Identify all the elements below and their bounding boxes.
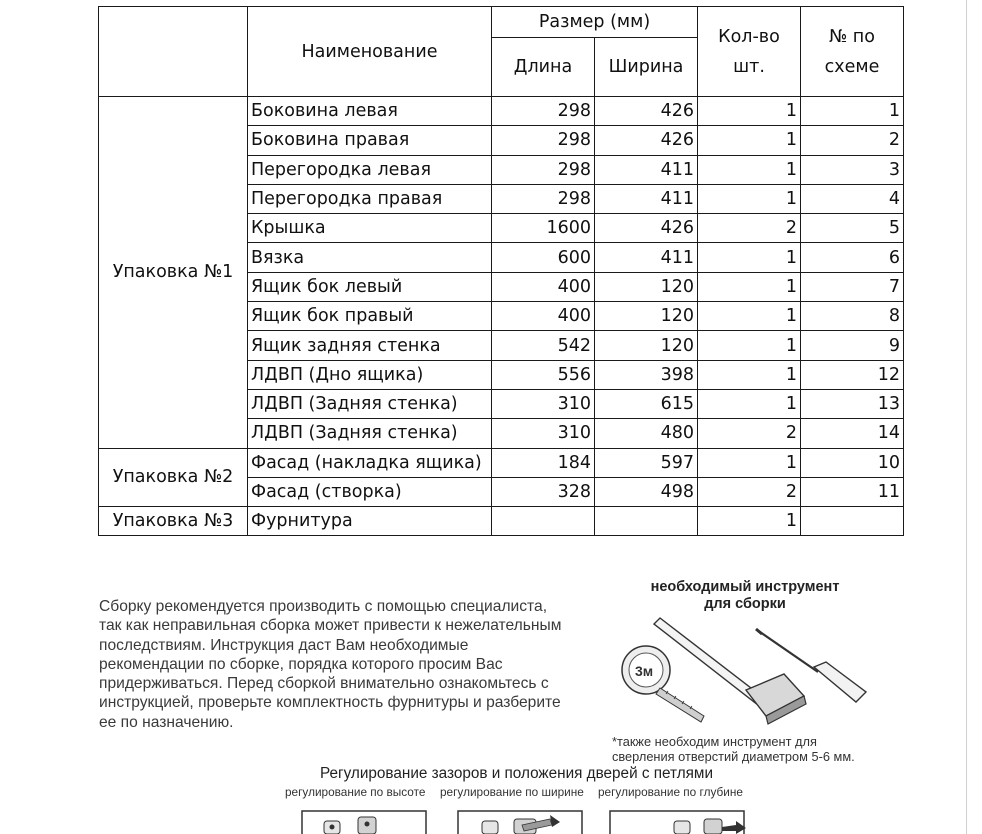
part-length: 298 bbox=[492, 126, 595, 155]
part-name: Фурнитура bbox=[248, 507, 492, 536]
header-name: Наименование bbox=[248, 7, 492, 97]
part-name: Фасад (створка) bbox=[248, 477, 492, 506]
part-length: 542 bbox=[492, 331, 595, 360]
part-width: 597 bbox=[595, 448, 698, 477]
part-scheme: 2 bbox=[801, 126, 904, 155]
package-label: Упаковка №3 bbox=[99, 507, 248, 536]
part-name: ЛДВП (Задняя стенка) bbox=[248, 419, 492, 448]
part-name: ЛДВП (Дно ящика) bbox=[248, 360, 492, 389]
header-scheme-line1: № по bbox=[829, 26, 875, 47]
part-scheme: 11 bbox=[801, 477, 904, 506]
part-qty: 1 bbox=[698, 155, 801, 184]
part-width bbox=[595, 507, 698, 536]
tools-title-line2: для сборки bbox=[704, 596, 786, 612]
part-qty: 1 bbox=[698, 97, 801, 126]
part-length: 556 bbox=[492, 360, 595, 389]
part-width: 120 bbox=[595, 272, 698, 301]
part-qty: 1 bbox=[698, 302, 801, 331]
header-qty-line2: шт. bbox=[733, 56, 765, 77]
tools-title-line1: необходимый инструмент bbox=[650, 579, 840, 595]
hinge-diagram-height bbox=[296, 803, 436, 834]
part-name: Ящик задняя стенка bbox=[248, 331, 492, 360]
header-scheme bbox=[801, 7, 904, 97]
header-length: Длина bbox=[492, 38, 595, 97]
part-scheme: 7 bbox=[801, 272, 904, 301]
part-scheme: 1 bbox=[801, 97, 904, 126]
package-label: Упаковка №2 bbox=[99, 448, 248, 507]
part-qty: 2 bbox=[698, 419, 801, 448]
part-name: Вязка bbox=[248, 243, 492, 272]
part-qty: 1 bbox=[698, 184, 801, 213]
part-name: ЛДВП (Задняя стенка) bbox=[248, 389, 492, 418]
part-length: 298 bbox=[492, 155, 595, 184]
tools-footnote-line1: *также необходим инструмент для bbox=[612, 734, 817, 749]
part-width: 398 bbox=[595, 360, 698, 389]
table-row bbox=[99, 448, 904, 477]
part-qty: 1 bbox=[698, 331, 801, 360]
package-label: Упаковка №1 bbox=[99, 97, 248, 449]
table-row bbox=[99, 97, 904, 126]
tools-footnote-line2: сверления отверстий диаметром 5-6 мм. bbox=[612, 749, 855, 764]
part-length bbox=[492, 507, 595, 536]
hinge-diagram-width bbox=[452, 803, 592, 834]
part-length: 184 bbox=[492, 448, 595, 477]
part-scheme: 5 bbox=[801, 214, 904, 243]
part-scheme: 9 bbox=[801, 331, 904, 360]
adjustment-label-height: регулирование по высоте bbox=[285, 785, 426, 799]
part-qty: 1 bbox=[698, 507, 801, 536]
part-width: 411 bbox=[595, 184, 698, 213]
part-length: 400 bbox=[492, 302, 595, 331]
part-width: 120 bbox=[595, 302, 698, 331]
adjustment-title: Регулирование зазоров и положения дверей с петлями bbox=[320, 765, 713, 782]
part-scheme: 12 bbox=[801, 360, 904, 389]
tape-label: 3м bbox=[635, 663, 654, 679]
parts-table bbox=[98, 6, 904, 536]
part-length: 328 bbox=[492, 477, 595, 506]
part-width: 498 bbox=[595, 477, 698, 506]
assembly-note: Сборку рекомендуется производить с помощью специалиста, так как неправильная сборка может привести к нежелательным последствиям. Инструкция даст Вам необходимые рекомендации по сборке, порядка которого просим Вас придерживаться. Перед сборкой внимательно ознакомьтесь с инструкцией, проверьте комплектность фурнитуры и разберите ее по назначению. bbox=[99, 598, 562, 731]
hinge-diagram-depth bbox=[604, 803, 754, 834]
part-width: 426 bbox=[595, 126, 698, 155]
tools-illustration bbox=[608, 612, 898, 730]
part-scheme: 3 bbox=[801, 155, 904, 184]
part-name: Ящик бок правый bbox=[248, 302, 492, 331]
part-width: 426 bbox=[595, 214, 698, 243]
part-length: 298 bbox=[492, 97, 595, 126]
table-row bbox=[99, 507, 904, 536]
part-scheme: 13 bbox=[801, 389, 904, 418]
part-qty: 1 bbox=[698, 243, 801, 272]
header-scheme-line2: схеме bbox=[824, 56, 880, 77]
part-width: 411 bbox=[595, 243, 698, 272]
part-qty: 2 bbox=[698, 477, 801, 506]
part-width: 411 bbox=[595, 155, 698, 184]
part-name: Перегородка левая bbox=[248, 155, 492, 184]
hammer-icon bbox=[654, 618, 806, 724]
adjustment-labels bbox=[0, 785, 982, 801]
part-length: 298 bbox=[492, 184, 595, 213]
part-name: Ящик бок левый bbox=[248, 272, 492, 301]
part-length: 310 bbox=[492, 389, 595, 418]
part-name: Боковина правая bbox=[248, 126, 492, 155]
part-scheme bbox=[801, 507, 904, 536]
part-width: 480 bbox=[595, 419, 698, 448]
part-name: Боковина левая bbox=[248, 97, 492, 126]
part-scheme: 6 bbox=[801, 243, 904, 272]
part-name: Фасад (накладка ящика) bbox=[248, 448, 492, 477]
header-package bbox=[99, 7, 248, 97]
part-qty: 1 bbox=[698, 448, 801, 477]
part-name: Крышка bbox=[248, 214, 492, 243]
part-length: 600 bbox=[492, 243, 595, 272]
part-qty: 1 bbox=[698, 272, 801, 301]
part-scheme: 10 bbox=[801, 448, 904, 477]
header-qty bbox=[698, 7, 801, 97]
part-scheme: 8 bbox=[801, 302, 904, 331]
part-width: 120 bbox=[595, 331, 698, 360]
tools-footnote bbox=[612, 734, 912, 764]
adjustment-label-depth: регулирование по глубине bbox=[598, 785, 743, 799]
tools-title bbox=[600, 579, 890, 613]
adjustment-label-width: регулирование по ширине bbox=[440, 785, 584, 799]
part-length: 310 bbox=[492, 419, 595, 448]
part-qty: 1 bbox=[698, 389, 801, 418]
page-edge bbox=[966, 0, 967, 834]
part-qty: 2 bbox=[698, 214, 801, 243]
header-qty-line1: Кол-во bbox=[718, 26, 780, 47]
part-width: 426 bbox=[595, 97, 698, 126]
part-scheme: 14 bbox=[801, 419, 904, 448]
header-size: Размер (мм) bbox=[492, 7, 698, 38]
part-qty: 1 bbox=[698, 126, 801, 155]
part-name: Перегородка правая bbox=[248, 184, 492, 213]
part-width: 615 bbox=[595, 389, 698, 418]
part-length: 1600 bbox=[492, 214, 595, 243]
part-length: 400 bbox=[492, 272, 595, 301]
header-width: Ширина bbox=[595, 38, 698, 97]
part-scheme: 4 bbox=[801, 184, 904, 213]
part-qty: 1 bbox=[698, 360, 801, 389]
tape-measure-icon bbox=[622, 646, 704, 722]
